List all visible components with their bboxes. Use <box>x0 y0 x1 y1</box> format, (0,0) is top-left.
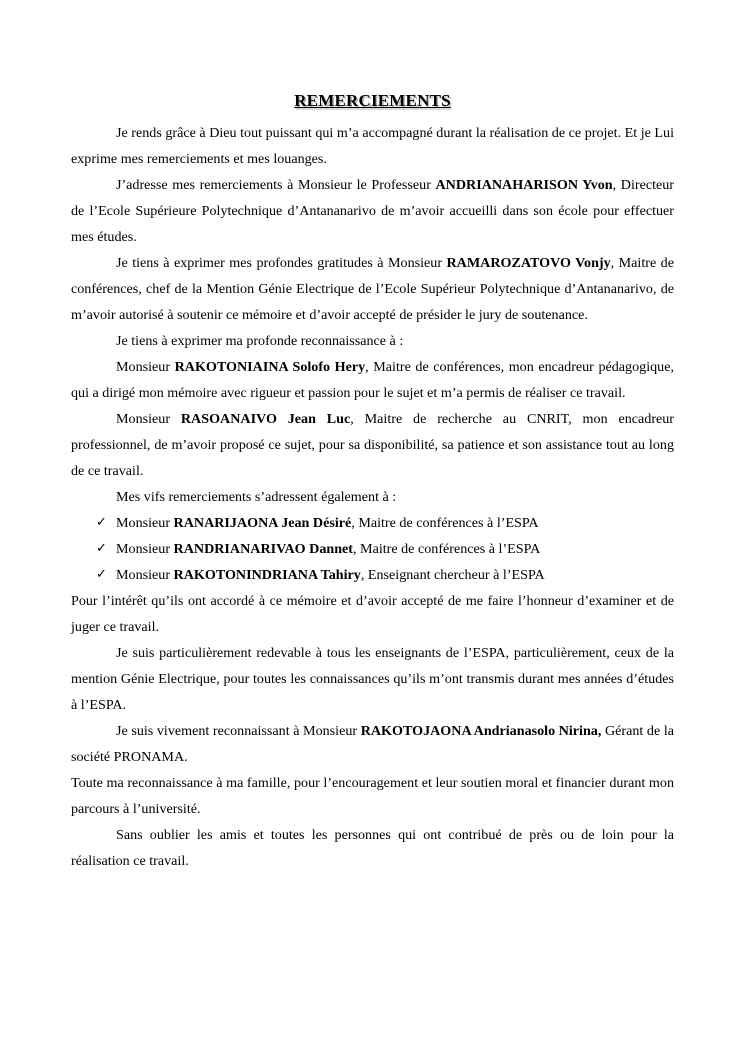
document-body <box>71 120 674 874</box>
person-name: RANDRIANARIVAO Dannet <box>173 541 353 557</box>
person-name: RANARIJAONA Jean Désiré <box>173 515 352 531</box>
paragraph-gratitude-intro: Je tiens à exprimer ma profonde reconnaissance à : <box>116 333 404 349</box>
paragraph-thanks-intro: Mes vifs remerciements s’adressent également à : <box>116 489 397 505</box>
paragraph-director: J’adresse mes remerciements à Monsieur le Professeur ANDRIANAHARISON Yvon, Directeur de l’Ecole Supérieure Polytechnique d’Antananarivo de m’avoir accueilli dans son école pour effectuer mes études. <box>71 177 674 245</box>
paragraph-professional-supervisor: Monsieur RASOANAIVO Jean Luc, Maitre de recherche au CNRIT, mon encadreur professionnel, de m’avoir proposé ce sujet, pour sa disponibilité, sa patience et son assistance tout au long de ce travail. <box>71 411 675 479</box>
paragraph-jury-president: Je tiens à exprimer mes profondes gratitudes à Monsieur RAMAROZATOVO Vonjy, Maitre de conférences, chef de la Mention Génie Electrique de l’Ecole Supérieur Polytechnique d’Antananarivo, de m’avoir autorisé à soutenir ce mémoire et d’avoir accepté de présider le jury de soutenance. <box>71 255 674 323</box>
checkmark-icon: ✓ <box>96 541 107 556</box>
person-name: ANDRIANAHARISON Yvon <box>435 177 613 193</box>
person-name: RAKOTOJAONA Andrianasolo Nirina, <box>360 723 602 739</box>
paragraph-teachers: Je suis particulièrement redevable à tous les enseignants de l’ESPA, particulièrement, ceux de la mention Génie Electrique, pour toutes les connaissances qu’ils m’ont transmis durant mes années d’études à l’ESPA. <box>71 645 674 713</box>
paragraph-god: Je rends grâce à Dieu tout puissant qui m’a accompagné durant la réalisation de ce projet. Et je Lui exprime mes remerciements et mes louanges. <box>71 125 674 167</box>
page-title: REMERCIEMENTS <box>294 91 451 110</box>
paragraph-company: Je suis vivement reconnaissant à Monsieur RAKOTOJAONA Andrianasolo Nirina, Gérant de la société PRONAMA. <box>71 723 674 765</box>
person-name: RASOANAIVO Jean Luc <box>180 411 351 427</box>
checkmark-icon: ✓ <box>96 515 107 530</box>
paragraph-friends: Sans oublier les amis et toutes les personnes qui ont contribué de près ou de loin pour la réalisation ce travail. <box>71 827 674 869</box>
jury-list <box>71 510 674 588</box>
person-name: RAKOTONIAINA Solofo Hery <box>174 359 366 375</box>
paragraph-academic-supervisor: Monsieur RAKOTONIAINA Solofo Hery, Maitre de conférences, mon encadreur pédagogique, qui a dirigé mon mémoire avec rigueur et passion pour le sujet et m’a permis de réaliser ce travail. <box>71 359 674 401</box>
paragraph-family: Toute ma reconnaissance à ma famille, pour l’encouragement et leur soutien moral et financier durant mon parcours à l’université. <box>71 775 674 817</box>
person-name: RAKOTONINDRIANA Tahiry <box>173 567 361 583</box>
list-item: ✓ Monsieur RANARIJAONA Jean Désiré, Maitre de conférences à l’ESPA <box>96 510 674 536</box>
list-item: ✓ Monsieur RANDRIANARIVAO Dannet, Maitre de conférences à l’ESPA <box>96 536 674 562</box>
paragraph-jury-thanks: Pour l’intérêt qu’ils ont accordé à ce mémoire et d’avoir accepté de me faire l’honneur d’examiner et de juger ce travail. <box>71 593 674 635</box>
list-item: ✓ Monsieur RAKOTONINDRIANA Tahiry, Enseignant chercheur à l’ESPA <box>96 562 674 588</box>
checkmark-icon: ✓ <box>96 567 107 582</box>
person-name: RAMAROZATOVO Vonjy <box>446 255 611 271</box>
